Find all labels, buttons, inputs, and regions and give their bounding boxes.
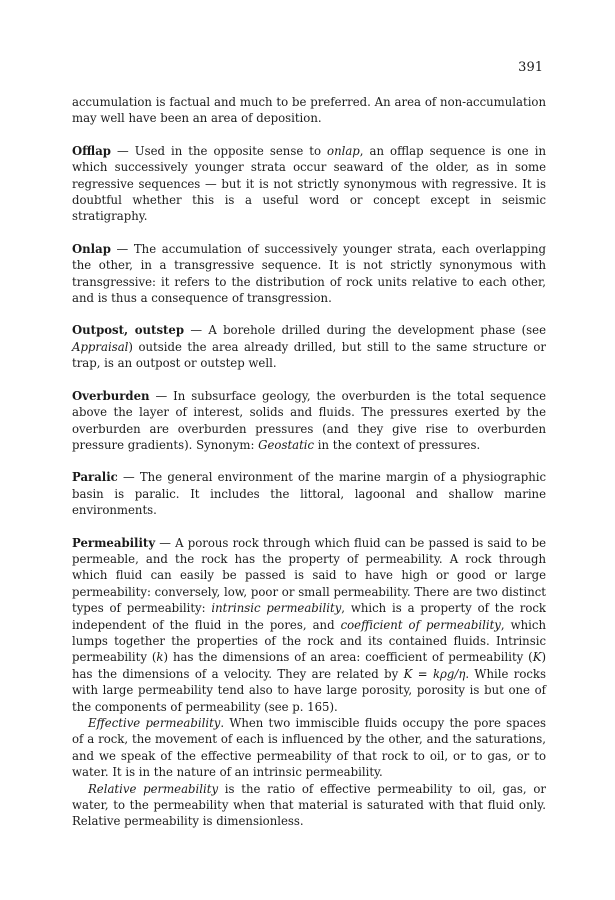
cross-reference: onlap — [327, 143, 360, 158]
cross-reference: Appraisal — [72, 339, 129, 354]
definition-text: , which is a property of the rock independent of the fluid in the pores, and — [72, 601, 546, 632]
dash: — — [117, 470, 140, 485]
definition-text: in the context of pressures. — [314, 437, 481, 452]
entry-overburden — [72, 388, 546, 454]
entry-paralic — [72, 469, 546, 518]
subentry-relative-permeability — [72, 781, 546, 830]
formula: K = kρg/η — [403, 666, 466, 681]
definition-text: ) has the dimensions of a velocity. They are related by — [72, 650, 546, 681]
term-paralic: Paralic — [72, 470, 118, 485]
definition-text: A porous rock through which fluid can be passed is said to be permeable, and the rock has the property of permeability. A rock through which fluid can easily be passed is said to have high or good or large permeability: conversely, low, poor or small permeability. There are two distinct types of permeability: — [72, 535, 547, 616]
symbol-K: K — [532, 650, 542, 665]
definition-text: A borehole drilled during the development phase (see — [208, 323, 546, 338]
dash: — — [110, 241, 134, 256]
definition-text: is the ratio of effective permeability to oil, gas, or water, to the permeability when that material is saturated with that fluid only. Relative permeability is dimensionless. — [72, 781, 546, 829]
definition-text: Used in the opposite sense to — [134, 143, 328, 158]
definition-text: In subsurface geology, the overburden is the total sequence above the layer of interest, solids and fluids. The pressures exerted by the overburden are overburden pressures (and they give rise to overburden pressure gradients). Synonym: — [72, 388, 546, 452]
entry-outpost — [72, 322, 546, 371]
term-permeability: Permeability — [72, 535, 156, 550]
term-onlap: Onlap — [72, 241, 111, 256]
dash: — — [110, 143, 135, 158]
entry-offlap — [72, 143, 546, 225]
term-outpost: Outpost, outstep — [72, 323, 185, 338]
definition-text: . When two immiscible fluids occupy the pore spaces of a rock, the movement of each is influenced by the other, and the saturations, and we speak of the effective permeability of that rock to oil, or to gas, or to water. It is in the nature of an intrinsic permeability. — [72, 716, 546, 780]
subterm-effective-permeability: Effective permeability — [88, 716, 221, 730]
subterm-relative-permeability: Relative permeability — [88, 781, 219, 796]
dash: — — [184, 323, 209, 338]
definition-text: The accumulation of successively younger strata, each overlapping the other, in a transgressive sequence. It is not strictly synonymous with transgressive: it refers to the distribution of rock units relative to each other, and is thus a consequence of transgression. — [72, 241, 546, 306]
dash: — — [155, 535, 176, 550]
subentry-effective-permeability — [72, 715, 546, 781]
definition-text: The general environment of the marine margin of a physiographic basin is paralic. It includes the littoral, lagoonal and shallow marine environments. — [72, 470, 547, 518]
page-number: 391 — [518, 60, 543, 75]
definition-text: , which lumps together the properties of the rock and its contained fluids. Intrinsic permeability ( — [72, 617, 546, 665]
definition-text: , an offlap sequence is one in which successively younger strata occur seaward of the older, as in some regressive sequences — but it is not strictly synonymous with regressive. It is doubtful whether this is a useful word or concept except in seismic stratigraphy. — [72, 143, 547, 224]
dash: — — [149, 388, 174, 403]
entry-permeability — [72, 535, 546, 715]
definition-text: ) has the dimensions of an area: coefficient of permeability ( — [163, 650, 533, 665]
glossary-content — [72, 94, 546, 830]
cross-reference: intrinsic permeability — [211, 601, 342, 616]
definition-text: . While rocks with large permeability tend also to have large porosity, porosity is but one of the components of permeability (see p. 165). — [72, 666, 547, 714]
symbol-k: k — [156, 650, 164, 665]
cross-reference: coefficient of permeability — [340, 617, 501, 632]
continuation-text: accumulation is factual and much to be preferred. An area of non-accumulation may well have been an area of deposition. — [72, 95, 546, 126]
entry-onlap — [72, 241, 546, 307]
term-overburden: Overburden — [72, 388, 150, 403]
term-offlap: Offlap — [72, 143, 111, 158]
definition-text: ) outside the area already drilled, but still to the same structure or trap, is an outpost or outstep well. — [72, 339, 546, 371]
cross-reference: Geostatic — [258, 437, 315, 452]
continuation-paragraph — [72, 94, 546, 127]
